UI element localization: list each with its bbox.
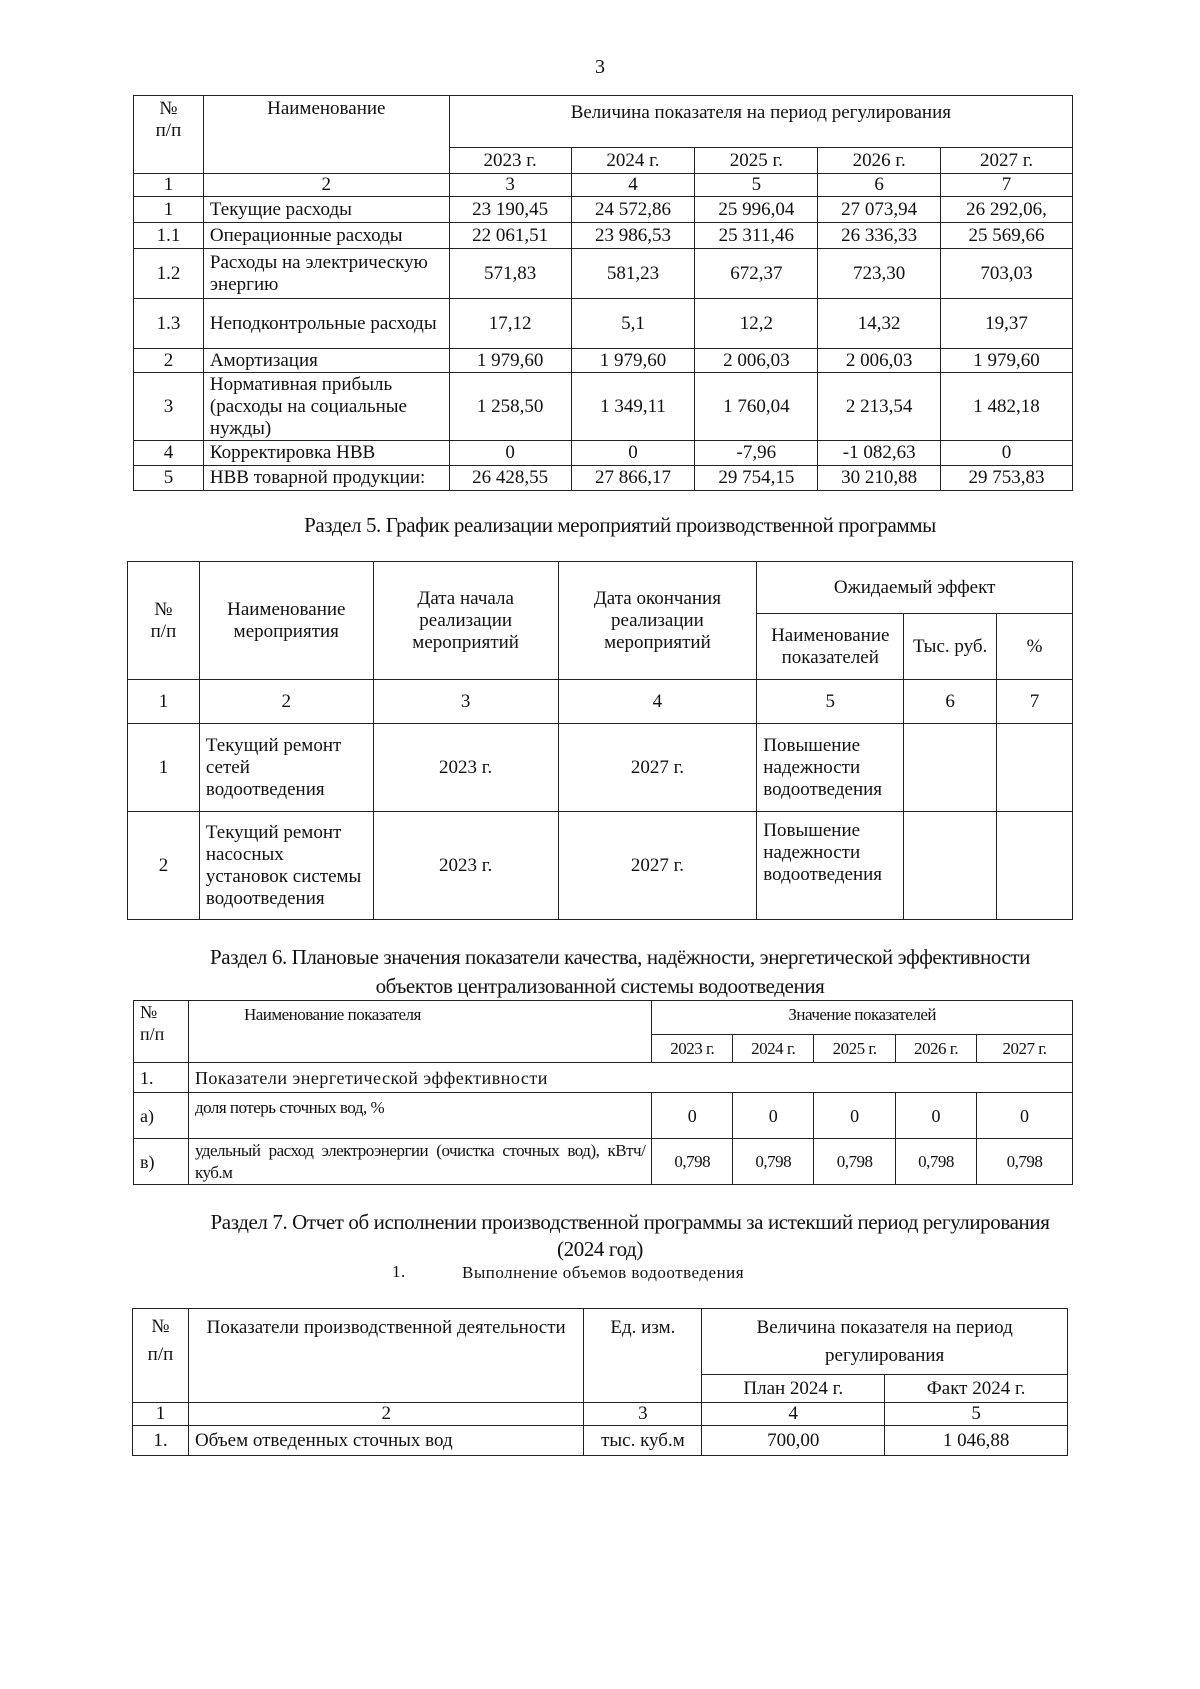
row-rub <box>904 724 997 812</box>
section6-table <box>133 1000 1073 1185</box>
index-cell: 3 <box>584 1403 702 1426</box>
section7-title-line1: Раздел 7. Отчет об исполнении производственной программы за истекший период регулирования <box>210 1210 1050 1234</box>
index-cell: 2 <box>188 1403 584 1426</box>
group-row <box>134 1063 1073 1093</box>
year-2024: 2024 г. <box>571 148 695 174</box>
row-no: 1. <box>133 1426 189 1456</box>
row-value: 25 569,66 <box>941 223 1073 249</box>
row-value: 1 482,18 <box>941 373 1073 441</box>
index-cell: 7 <box>997 680 1073 724</box>
s6-header-name: Наименование показателя <box>188 1001 651 1063</box>
year-2025: 2025 г. <box>695 148 818 174</box>
row-name: Текущий ремонт сетей водоотведения <box>199 724 373 812</box>
row-value: 1 258,50 <box>449 373 571 441</box>
table-row <box>134 349 1073 373</box>
s6-year: 2025 г. <box>814 1035 896 1063</box>
row-pct <box>997 724 1073 812</box>
row-value: 0 <box>652 1093 733 1139</box>
year-2026: 2026 г. <box>818 148 941 174</box>
row-value: 0 <box>977 1093 1073 1139</box>
row-value: 1 979,60 <box>449 349 571 373</box>
row-no: 3 <box>134 373 204 441</box>
s6-header-no: № п/п <box>134 1001 189 1063</box>
section6-title-line1: Раздел 6. Плановые значения показатели качества, надёжности, энергетической эффективности <box>210 945 1030 969</box>
s7-header-fact: Факт 2024 г. <box>885 1375 1068 1403</box>
s6-year: 2027 г. <box>977 1035 1073 1063</box>
section7-table <box>132 1308 1068 1456</box>
row-value: 19,37 <box>941 299 1073 349</box>
row-value: 27 073,94 <box>818 197 941 223</box>
row-value: 0 <box>941 441 1073 466</box>
row-name: удельный расход электроэнергии (очистка сточных вод), кВтч/куб.м <box>188 1139 651 1185</box>
table-row <box>134 197 1073 223</box>
index-cell: 1 <box>133 1403 189 1426</box>
row-value: 0,798 <box>977 1139 1073 1185</box>
index-cell: 6 <box>904 680 997 724</box>
row-name: Неподконтрольные расходы <box>203 299 449 349</box>
index-cell: 5 <box>757 680 904 724</box>
table-row <box>134 441 1073 466</box>
header-value: Величина показателя на период регулирования <box>449 96 1072 148</box>
index-cell: 7 <box>941 174 1073 197</box>
s5-header-rub: Тыс. руб. <box>904 614 997 680</box>
row-start: 2023 г. <box>373 812 558 920</box>
row-value: 672,37 <box>695 249 818 299</box>
row-value: 1 979,60 <box>941 349 1073 373</box>
row-effect: Повышение надежности водоотведения <box>757 812 904 920</box>
table-row <box>134 249 1073 299</box>
index-row <box>134 174 1073 197</box>
row-value: 2 213,54 <box>818 373 941 441</box>
table-row <box>134 1139 1073 1185</box>
index-cell: 4 <box>558 680 757 724</box>
section7-title-line2: (2024 год) <box>557 1237 643 1261</box>
row-value: 25 996,04 <box>695 197 818 223</box>
row-end: 2027 г. <box>558 724 757 812</box>
row-value: 0,798 <box>814 1139 896 1185</box>
row-value: 1 760,04 <box>695 373 818 441</box>
s5-header-end: Дата окончания реализации мероприятий <box>558 562 757 680</box>
row-no: 4 <box>134 441 204 466</box>
s5-header-no: № п/п <box>128 562 200 680</box>
row-no: в) <box>134 1139 189 1185</box>
row-no: 1 <box>128 724 200 812</box>
row-value: 26 428,55 <box>449 466 571 491</box>
index-cell: 3 <box>449 174 571 197</box>
row-value: 703,03 <box>941 249 1073 299</box>
row-name: Объем отведенных сточных вод <box>188 1426 584 1456</box>
s6-header-values: Значение показателей <box>652 1001 1073 1035</box>
regulation-period-table <box>133 95 1073 491</box>
row-value: 24 572,86 <box>571 197 695 223</box>
s7-header-value: Величина показателя на период регулирования <box>702 1309 1068 1375</box>
row-value: -1 082,63 <box>818 441 941 466</box>
table-row <box>134 223 1073 249</box>
row-value: 22 061,51 <box>449 223 571 249</box>
index-cell: 3 <box>373 680 558 724</box>
row-no: 2 <box>134 349 204 373</box>
row-name: Расходы на электрическую энергию <box>203 249 449 299</box>
group-no: 1. <box>134 1063 189 1093</box>
row-name: НВВ товарной продукции: <box>203 466 449 491</box>
page-number: 3 <box>595 56 605 78</box>
year-2023: 2023 г. <box>449 148 571 174</box>
row-value: 23 190,45 <box>449 197 571 223</box>
index-cell: 5 <box>885 1403 1068 1426</box>
row-value: 26 292,06, <box>941 197 1073 223</box>
index-cell: 4 <box>702 1403 885 1426</box>
row-value: 0 <box>571 441 695 466</box>
index-cell: 2 <box>199 680 373 724</box>
row-fact: 1 046,88 <box>885 1426 1068 1456</box>
row-plan: 700,00 <box>702 1426 885 1456</box>
row-value: 0 <box>449 441 571 466</box>
row-value: 5,1 <box>571 299 695 349</box>
table-row <box>134 299 1073 349</box>
row-no: 5 <box>134 466 204 491</box>
row-value: 723,30 <box>818 249 941 299</box>
row-value: 1 979,60 <box>571 349 695 373</box>
row-value: 0 <box>733 1093 814 1139</box>
row-no: а) <box>134 1093 189 1139</box>
row-value: 14,32 <box>818 299 941 349</box>
s7-header-plan: План 2024 г. <box>702 1375 885 1403</box>
section5-title: Раздел 5. График реализации мероприятий производственной программы <box>304 513 936 537</box>
group-name: Показатели энергетической эффективности <box>188 1063 1072 1093</box>
row-value: -7,96 <box>695 441 818 466</box>
row-value: 571,83 <box>449 249 571 299</box>
table-row <box>134 1093 1073 1139</box>
row-no: 1.3 <box>134 299 204 349</box>
row-pct <box>997 812 1073 920</box>
row-start: 2023 г. <box>373 724 558 812</box>
row-name: доля потерь сточных вод, % <box>188 1093 651 1139</box>
s6-year: 2023 г. <box>652 1035 733 1063</box>
index-row <box>133 1403 1068 1426</box>
row-unit: тыс. куб.м <box>584 1426 702 1456</box>
index-cell: 1 <box>128 680 200 724</box>
row-no: 1.1 <box>134 223 204 249</box>
section5-table <box>127 561 1073 920</box>
index-cell: 2 <box>203 174 449 197</box>
s5-header-effect: Ожидаемый эффект <box>757 562 1073 614</box>
row-value: 0,798 <box>733 1139 814 1185</box>
row-value: 29 753,83 <box>941 466 1073 491</box>
row-value: 0,798 <box>896 1139 977 1185</box>
s5-header-start: Дата начала реализации мероприятий <box>373 562 558 680</box>
row-value: 0,798 <box>652 1139 733 1185</box>
row-value: 25 311,46 <box>695 223 818 249</box>
row-value: 30 210,88 <box>818 466 941 491</box>
header-no: № п/п <box>134 96 204 174</box>
row-value: 23 986,53 <box>571 223 695 249</box>
index-cell: 1 <box>134 174 204 197</box>
s7-header-unit: Ед. изм. <box>584 1309 702 1403</box>
row-value: 27 866,17 <box>571 466 695 491</box>
row-value: 17,12 <box>449 299 571 349</box>
s6-year: 2026 г. <box>896 1035 977 1063</box>
table-row <box>134 466 1073 491</box>
row-value: 2 006,03 <box>818 349 941 373</box>
table-row <box>134 373 1073 441</box>
row-no: 2 <box>128 812 200 920</box>
row-no: 1.2 <box>134 249 204 299</box>
row-name: Текущие расходы <box>203 197 449 223</box>
row-name: Нормативная прибыль (расходы на социальные нужды) <box>203 373 449 441</box>
s7-header-no: № п/п <box>133 1309 189 1403</box>
section7-subtitle-no: 1. <box>392 1262 406 1281</box>
index-cell: 4 <box>571 174 695 197</box>
row-value: 29 754,15 <box>695 466 818 491</box>
year-2027: 2027 г. <box>941 148 1073 174</box>
row-value: 2 006,03 <box>695 349 818 373</box>
row-no: 1 <box>134 197 204 223</box>
row-value: 581,23 <box>571 249 695 299</box>
row-name: Корректировка НВВ <box>203 441 449 466</box>
section7-subtitle: Выполнение объемов водоотведения <box>462 1263 745 1282</box>
s7-header-name: Показатели производственной деятельности <box>188 1309 584 1403</box>
section6-title-line2: объектов централизованной системы водоотведения <box>375 974 825 998</box>
row-value: 1 349,11 <box>571 373 695 441</box>
row-value: 0 <box>814 1093 896 1139</box>
row-name: Текущий ремонт насосных установок системы водоотведения <box>199 812 373 920</box>
row-rub <box>904 812 997 920</box>
row-name: Амортизация <box>203 349 449 373</box>
row-value: 12,2 <box>695 299 818 349</box>
index-cell: 6 <box>818 174 941 197</box>
table-row <box>128 812 1073 920</box>
row-name: Операционные расходы <box>203 223 449 249</box>
s5-header-indicator: Наименование показателей <box>757 614 904 680</box>
s6-year: 2024 г. <box>733 1035 814 1063</box>
row-value: 0 <box>896 1093 977 1139</box>
s5-header-name: Наименование мероприятия <box>199 562 373 680</box>
index-row <box>128 680 1073 724</box>
table-row <box>128 724 1073 812</box>
row-value: 26 336,33 <box>818 223 941 249</box>
row-effect: Повышение надежности водоотведения <box>757 724 904 812</box>
table-row <box>133 1426 1068 1456</box>
s5-header-percent: % <box>997 614 1073 680</box>
row-end: 2027 г. <box>558 812 757 920</box>
index-cell: 5 <box>695 174 818 197</box>
header-name: Наименование <box>203 96 449 174</box>
